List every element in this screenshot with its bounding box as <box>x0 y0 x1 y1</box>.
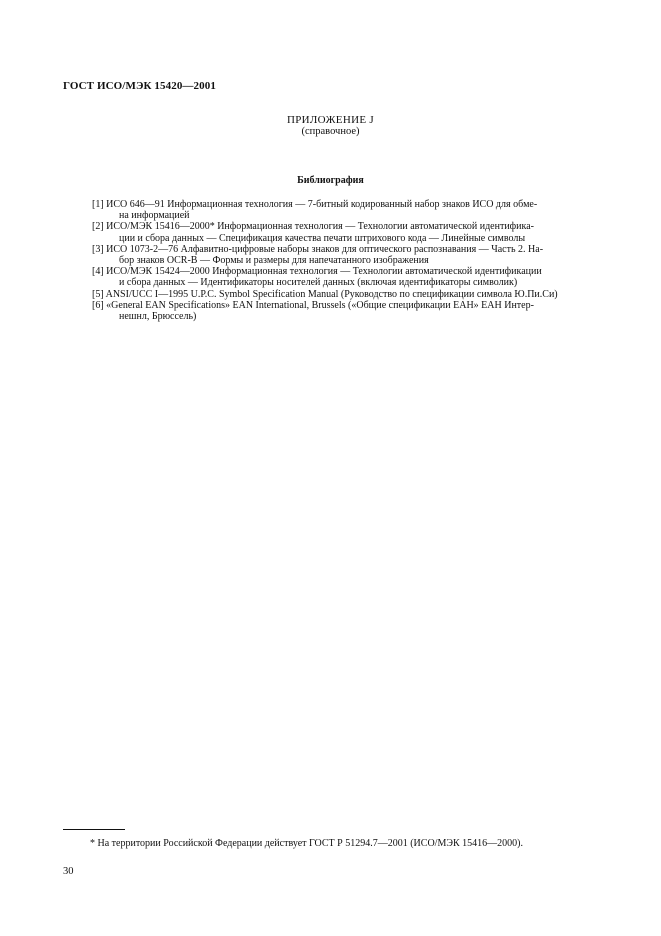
reference-item-1 <box>92 199 598 221</box>
reference-line: [1] ИСО 646—91 Информационная технология — 7-битный кодированный набор знаков ИСО для обме- <box>92 199 538 210</box>
reference-line-continued: и сбора данных — Идентификаторы носителей данных (включая идентификаторы символик) <box>119 277 518 289</box>
bibliography-list <box>92 199 598 322</box>
reference-line: [6] «General EAN Specifications» EAN International, Brussels («Общие спецификации ЕАН» ЕАН Интер- <box>92 299 534 311</box>
reference-line: [4] ИСО/МЭК 15424—2000 Информационная технология — Технологии автоматической идентификации <box>92 266 542 278</box>
reference-item-2 <box>92 221 598 243</box>
reference-line-continued: нешнл, Брюссель) <box>119 311 197 323</box>
reference-line: [5] ANSI/UCC I—1995 U.P.C. Symbol Specification Manual (Руководство по спецификации символа Ю.Пи.Си) <box>92 288 558 300</box>
reference-line-continued: ции и сбора данных — Спецификация качества печати штрихового кода — Линейные символы <box>119 232 526 244</box>
footnote: * На территории Российской Федерации действует ГОСТ Р 51294.7—2001 (ИСО/МЭК 15416—2000). <box>90 838 523 849</box>
reference-line: [3] ИСО 1073-2—76 Алфавитно-цифровые наборы знаков для оптического распознавания — Часть 2. На- <box>92 243 544 255</box>
bibliography-heading: Библиография <box>297 175 364 186</box>
reference-line-continued: на информацией <box>119 210 190 222</box>
reference-item-3 <box>92 244 598 266</box>
reference-line: [2] ИСО/МЭК 15416—2000* Информационная технология — Технологии автоматической идентифика- <box>92 221 534 233</box>
page-number: 30 <box>63 866 74 877</box>
reference-item-4 <box>92 266 598 288</box>
standard-header: ГОСТ ИСО/МЭК 15420—2001 <box>63 80 216 92</box>
reference-item-6 <box>92 300 598 322</box>
reference-line-continued: бор знаков OCR-B — Формы и размеры для напечатанного изображения <box>119 255 429 267</box>
footnote-divider <box>63 829 125 830</box>
annex-subtitle: (справочное) <box>301 126 360 137</box>
annex-title: ПРИЛОЖЕНИЕ J <box>287 114 374 126</box>
reference-item-5 <box>92 289 598 300</box>
